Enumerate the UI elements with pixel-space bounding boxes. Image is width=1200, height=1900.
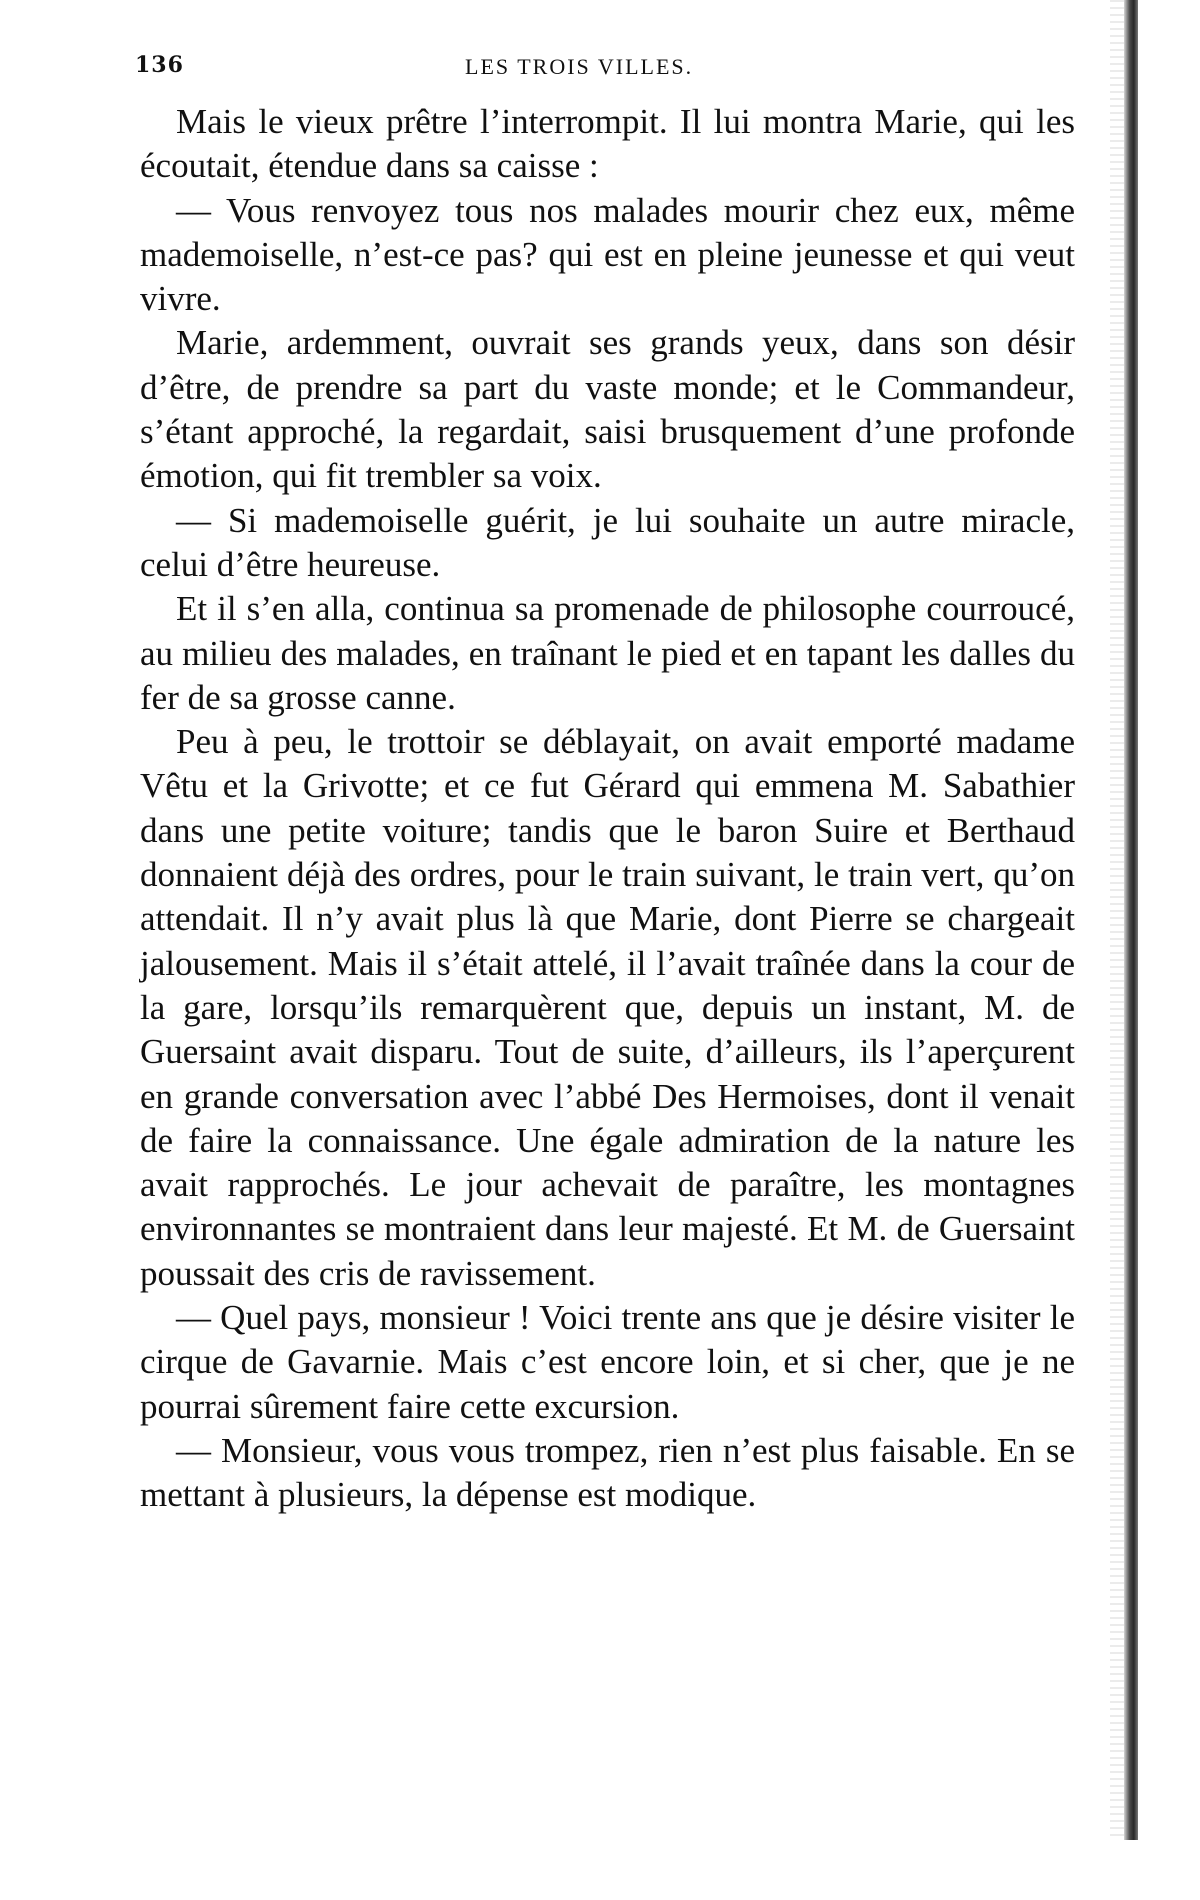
paragraph-5: Et il s’en alla, continua sa promenade de philosophe courroucé, au milieu des malades, en traînant le pied et en tapant les dalles du fer de sa grosse canne. (140, 589, 1075, 717)
paragraph-4: — Si mademoiselle guérit, je lui souhaite un autre miracle, celui d’être heureuse. (140, 500, 1075, 584)
paragraph-6: Peu à peu, le trottoir se déblayait, on avait emporté madame Vêtu et la Grivotte; et ce fut Gérard qui emmena M. Sabathier dans une petite voiture; tandis que le baron Suire et Berthaud donnaient déjà des ordres, pour le train suivant, le train vert, qu’on attendait. Il n’y avait plus là que Marie, dont Pierre se chargeait jalousement. Mais il s’était attelé, il l’avait traînée dans la cour de la gare, lorsqu’ils remarquèrent que, depuis un instant, M. de Guersaint avait disparu. Tout de suite, d’ailleurs, ils l’aperçurent en grande conversation avec l’abbé Des Hermoises, dont il venait de faire la connaissance. Une égale admiration de la nature les avait rapprochés. Le jour achevait de paraître, les montagnes environnantes se montraient dans leur majesté. Et M. de Guersaint poussait des cris de ravissement. (140, 722, 1075, 1293)
paragraph-8: — Monsieur, vous vous trompez, rien n’est plus faisable. En se mettant à plusieurs, la dépense est modique. (140, 1430, 1075, 1515)
page-edge-shadow (1124, 0, 1138, 1840)
page-edge-speckle (1110, 0, 1124, 1840)
body-text (140, 100, 1075, 1518)
paragraph-3: Marie, ardemment, ouvrait ses grands yeux, dans son désir d’être, de prendre sa part du vaste monde; et le Commandeur, s’étant approché, la regardait, saisi brusquement d’une profonde émotion, qui fit trembler sa voix. (140, 323, 1075, 496)
paragraph-2: — Vous renvoyez tous nos malades mourir chez eux, même mademoiselle, n’est-ce pas? qui est en pleine jeunesse et qui veut vivre. (140, 190, 1075, 319)
running-title: LES TROIS VILLES. (465, 54, 694, 79)
page-number: 136 (135, 52, 184, 78)
page-header (135, 52, 1075, 92)
paragraph-7: — Quel pays, monsieur ! Voici trente ans que je désire visiter le cirque de Gavarnie. Mais c’est encore loin, et si cher, que je ne pourrai sûrement faire cette excursion. (140, 1298, 1075, 1426)
paragraph-1: Mais le vieux prêtre l’interrompit. Il lui montra Marie, qui les écoutait, étendue dans sa caisse : (140, 102, 1075, 186)
